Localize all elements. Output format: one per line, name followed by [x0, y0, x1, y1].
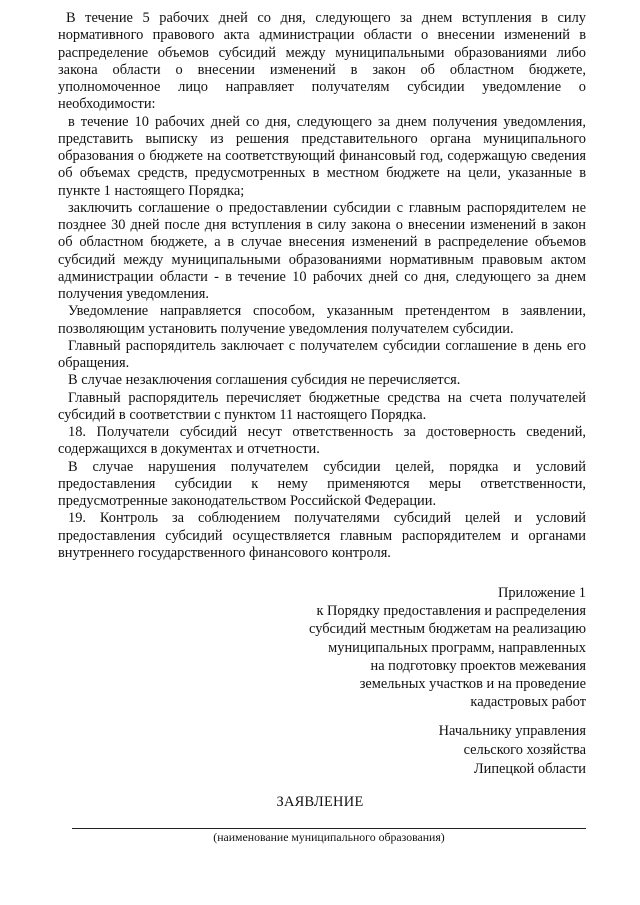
paragraph-notification: В течение 5 рабочих дней со дня, следующего за днем вступления в силу нормативного правового акта администрации области о внесении изменений в распределение объемов субсидий между муниципальными образованиями либо закона области о внесении изменений в закон об областном бюджете, уполномоченное лицо направляет получателям субсидии уведомление о необходимости:: [58, 10, 586, 113]
paragraph-extract-deadline: в течение 10 рабочих дней со дня, следующего за днем получения уведомления, представить выписку из решения представительного органа муниципального образования о бюджете на соответствующий финансовый год, содержащую сведения об объемах средств, предусмотренных в местном бюджете на цели, указанные в пункте 1 настоящего Порядка;: [58, 113, 586, 199]
paragraph-notification-method: Уведомление направляется способом, указанным претендентом в заявлении, позволяющим установить получение уведомления получателем субсидии.: [58, 303, 586, 337]
paragraph-agreement-deadline: заключить соглашение о предоставлении субсидии с главным распорядителем не позднее 30 дней после дня вступления в силу закона о внесении изменений в закон об областном бюджете, а в случае внесения изменений в распределение объемов субсидий между муниципальными образованиями нормативным правовым актом администрации области - в течение 10 рабочих дней со дня, следующего за днем получения уведомления.: [58, 199, 586, 302]
paragraph-clause-19: 19. Контроль за соблюдением получателями субсидий целей и условий предоставления субсидий осуществляется главным распорядителем и органами внутреннего государственного финансового контроля.: [58, 510, 586, 561]
appendix-line: Приложение 1: [497, 585, 586, 601]
addressee-line: сельского хозяйства: [463, 741, 586, 758]
addressee-line: Начальнику управления: [438, 723, 586, 739]
appendix-header: [226, 584, 586, 711]
addressee-block: [226, 722, 586, 778]
appendix-line: кадастровых работ: [470, 694, 586, 711]
appendix-line: субсидий местным бюджетам на реализацию: [309, 621, 586, 638]
paragraph-agreement-day: Главный распорядитель заключает с получателем субсидии соглашение в день его обращения.: [58, 337, 586, 371]
paragraph-transfer: Главный распорядитель перечисляет бюджетные средства на счета получателей субсидий в соответствии с пунктом 11 настоящего Порядка.: [58, 389, 586, 423]
municipality-name-line: [72, 828, 586, 829]
paragraph-no-agreement: В случае незаключения соглашения субсидия не перечисляется.: [68, 372, 461, 389]
paragraph-violation: В случае нарушения получателем субсидии целей, порядка и условий предоставления субсидии к нему применяются меры ответственности, предусмотренные законодательством Российской Федерации.: [58, 458, 586, 509]
appendix-line: муниципальных программ, направленных: [328, 639, 586, 656]
appendix-line: к Порядку предоставления и распределения: [316, 603, 586, 620]
appendix-line: земельных участков и на проведение: [359, 676, 586, 693]
addressee-line: Липецкой области: [473, 760, 586, 777]
paragraph-clause-18: 18. Получатели субсидий несут ответственность за достоверность сведений, содержащихся в документах и отчетности.: [58, 424, 586, 458]
body-text: [58, 10, 586, 562]
form-title: ЗАЯВЛЕНИЕ: [276, 794, 364, 810]
municipality-name-caption: (наименование муниципального образования): [213, 830, 445, 844]
appendix-line: на подготовку проектов межевания: [370, 657, 586, 674]
